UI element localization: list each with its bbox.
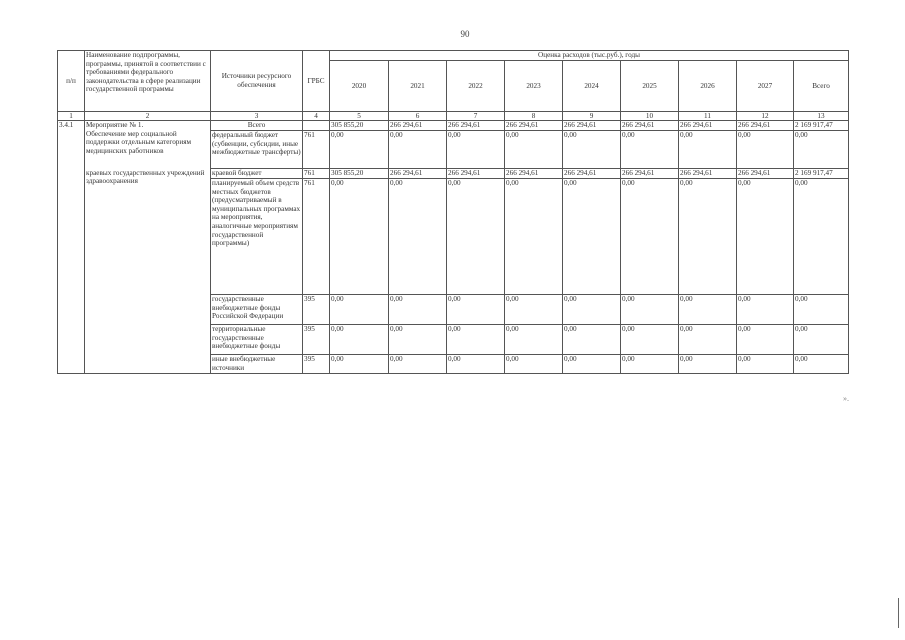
value-cell: 0,00	[794, 179, 849, 295]
value-cell: 0,00	[737, 131, 794, 169]
budget-table	[57, 50, 849, 374]
column-number: 1	[58, 112, 85, 121]
value-cell: 0,00	[794, 131, 849, 169]
table-row	[58, 169, 849, 179]
source-cell: территориальные государственные внебюджетные фонды	[211, 325, 303, 355]
column-number: 13	[794, 112, 849, 121]
header-year: 2020	[330, 61, 389, 112]
value-cell: 0,00	[447, 295, 505, 325]
value-cell: 0,00	[563, 131, 621, 169]
value-cell: 0,00	[737, 179, 794, 295]
value-cell: 0,00	[737, 325, 794, 355]
value-cell: 266 294,61	[447, 169, 505, 179]
value-cell: 0,00	[679, 295, 737, 325]
column-number: 9	[563, 112, 621, 121]
column-number: 3	[211, 112, 303, 121]
value-cell: 0,00	[621, 179, 679, 295]
value-cell: 266 294,61	[563, 169, 621, 179]
source-cell: федеральный бюджет (субвенции, субсидии, иные межбюджетные трансферты)	[211, 131, 303, 169]
grbs-cell: 395	[303, 355, 330, 374]
grbs-cell: 761	[303, 169, 330, 179]
value-cell: 0,00	[505, 131, 563, 169]
column-number: 7	[447, 112, 505, 121]
value-cell: 2 169 917,47	[794, 169, 849, 179]
value-cell: 266 294,61	[621, 121, 679, 131]
source-cell: Всего	[211, 121, 303, 131]
header-year: 2022	[447, 61, 505, 112]
value-cell: 0,00	[679, 179, 737, 295]
value-cell: 0,00	[447, 131, 505, 169]
value-cell: 0,00	[330, 131, 389, 169]
value-cell: 266 294,61	[389, 169, 447, 179]
source-cell: краевой бюджет	[211, 169, 303, 179]
header-year: 2024	[563, 61, 621, 112]
value-cell: 0,00	[505, 325, 563, 355]
column-numbers-row	[58, 112, 849, 121]
header-name: Наименование подпрограммы, программы, принятой в соответствии с требованиями федерального законодательства в сфере реализации государственной программы	[85, 51, 211, 112]
column-number: 12	[737, 112, 794, 121]
value-cell: 0,00	[447, 325, 505, 355]
value-cell: 0,00	[679, 131, 737, 169]
value-cell: 266 294,61	[679, 121, 737, 131]
value-cell: 0,00	[563, 179, 621, 295]
column-number: 5	[330, 112, 389, 121]
column-number: 4	[303, 112, 330, 121]
activity-name-top	[85, 121, 211, 169]
value-cell: 266 294,61	[737, 121, 794, 131]
value-cell: 0,00	[737, 295, 794, 325]
value-cell: 0,00	[563, 295, 621, 325]
value-cell: 0,00	[505, 179, 563, 295]
activity-number: 3.4.1	[58, 121, 85, 374]
value-cell: 0,00	[447, 179, 505, 295]
header-year: 2023	[505, 61, 563, 112]
header-year: 2025	[621, 61, 679, 112]
value-cell: 0,00	[330, 325, 389, 355]
activity-text: Обеспечение мер социальной поддержки отдельным категориям медицинских работников	[86, 129, 192, 155]
header-year-total: Всего	[794, 61, 849, 112]
column-number: 10	[621, 112, 679, 121]
value-cell: 0,00	[563, 355, 621, 374]
grbs-cell: 395	[303, 325, 330, 355]
value-cell: 0,00	[621, 355, 679, 374]
footer-mark: ».	[843, 394, 849, 403]
value-cell: 0,00	[330, 355, 389, 374]
header-year: 2026	[679, 61, 737, 112]
column-number: 11	[679, 112, 737, 121]
grbs-cell: 395	[303, 295, 330, 325]
value-cell: 0,00	[794, 325, 849, 355]
value-cell: 266 294,61	[389, 121, 447, 131]
table-row	[58, 121, 849, 131]
value-cell: 0,00	[621, 295, 679, 325]
page-number: 90	[460, 29, 470, 39]
header-year: 2021	[389, 61, 447, 112]
value-cell: 266 294,61	[505, 121, 563, 131]
value-cell: 266 294,61	[447, 121, 505, 131]
value-cell: 305 855,20	[330, 169, 389, 179]
value-cell: 0,00	[679, 325, 737, 355]
value-cell: 0,00	[621, 325, 679, 355]
value-cell: 0,00	[389, 131, 447, 169]
header-estimate-title: Оценка расходов (тыс.руб.), годы	[330, 51, 849, 61]
value-cell: 266 294,61	[737, 169, 794, 179]
value-cell: 266 294,61	[563, 121, 621, 131]
scan-edge-mark	[898, 598, 899, 628]
value-cell: 0,00	[794, 355, 849, 374]
table-header-row	[58, 51, 849, 61]
value-cell: 0,00	[330, 295, 389, 325]
value-cell: 0,00	[389, 325, 447, 355]
value-cell: 0,00	[621, 131, 679, 169]
source-cell: государственные внебюджетные фонды Российской Федерации	[211, 295, 303, 325]
header-source: Источники ресурсного обеспечения	[211, 51, 303, 112]
column-number: 2	[85, 112, 211, 121]
activity-name-bottom: краевых государственных учреждений здравоохранения	[85, 169, 211, 374]
value-cell: 0,00	[389, 355, 447, 374]
source-cell: иные внебюджетные источники	[211, 355, 303, 374]
header-grbs: ГРБС	[303, 51, 330, 112]
value-cell: 0,00	[679, 355, 737, 374]
grbs-cell: 761	[303, 179, 330, 295]
header-np: п/п	[58, 51, 85, 112]
header-year: 2027	[737, 61, 794, 112]
value-cell: 0,00	[794, 295, 849, 325]
value-cell: 0,00	[505, 355, 563, 374]
value-cell: 0,00	[737, 355, 794, 374]
column-number: 6	[389, 112, 447, 121]
column-number: 8	[505, 112, 563, 121]
value-cell: 0,00	[563, 325, 621, 355]
value-cell: 266 294,61	[505, 169, 563, 179]
value-cell: 0,00	[389, 295, 447, 325]
value-cell: 0,00	[447, 355, 505, 374]
value-cell: 0,00	[330, 179, 389, 295]
activity-title: Мероприятие № 1.	[86, 121, 144, 129]
value-cell: 0,00	[389, 179, 447, 295]
source-cell: планируемый объем средств местных бюджетов (предусматриваемый в муниципальных программах на мероприятия, аналогичные мероприятиям государственной программы)	[211, 179, 303, 295]
value-cell: 305 855,20	[330, 121, 389, 131]
grbs-cell: 761	[303, 131, 330, 169]
value-cell: 266 294,61	[621, 169, 679, 179]
value-cell: 0,00	[505, 295, 563, 325]
grbs-cell	[303, 121, 330, 131]
value-cell: 2 169 917,47	[794, 121, 849, 131]
value-cell: 266 294,61	[679, 169, 737, 179]
